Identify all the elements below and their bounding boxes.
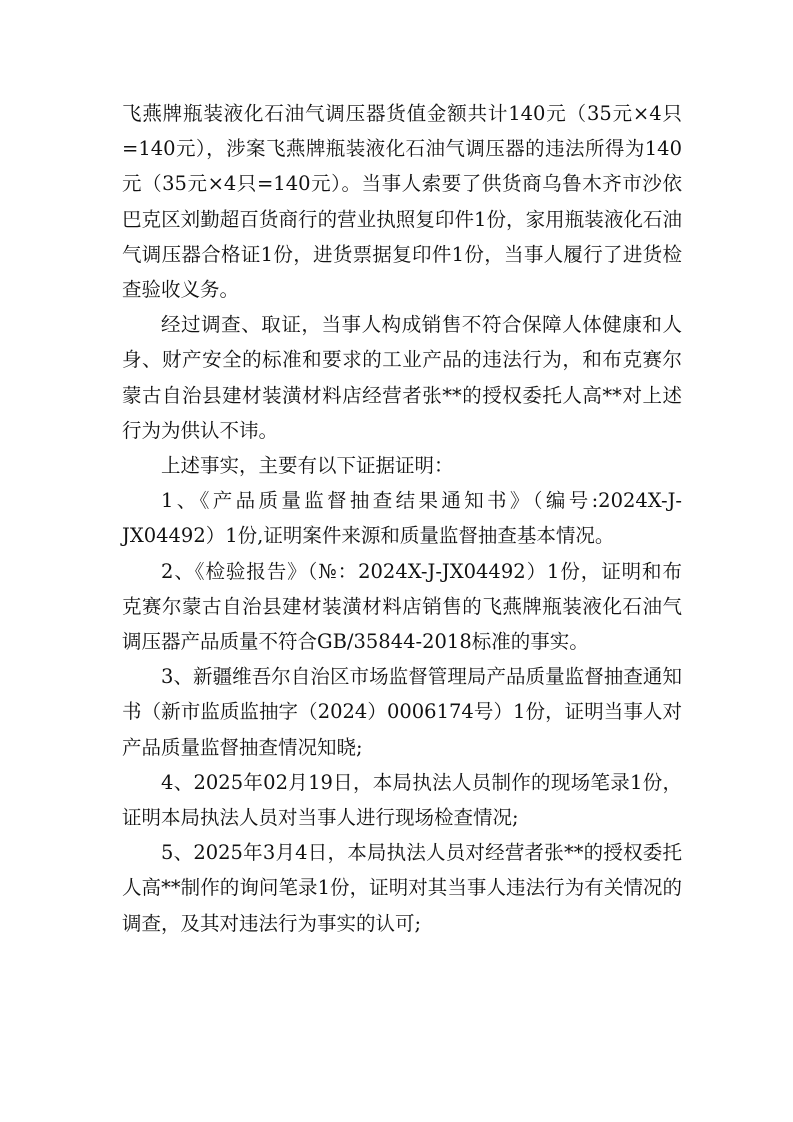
paragraph-evidence-3: 3、新疆维吾尔自治区市场监督管理局产品质量监督抽查通知书（新市监质监抽字（2024）0006174号）1份，证明当事人对产品质量监督抽查情况知晓; — [122, 665, 682, 759]
paragraph-goods-value: 飞燕牌瓶装液化石油气调压器货值金额共计140元（35元×4只=140元），涉案飞燕牌瓶装液化石油气调压器的违法所得为140元（35元×4只=140元）。当事人索要了供货商乌鲁木齐市沙依巴克区刘勤超百货商行的营业执照复印件1份，家用瓶装液化石油气调压器合格证1份，进货票据复印件1份，当事人履行了进货检查验收义务。 — [122, 102, 682, 302]
paragraph-evidence-5: 5、2025年3月4日，本局执法人员对经营者张**的授权委托人高**制作的询问笔录1份，证明对其当事人违法行为有关情况的调查，及其对违法行为事实的认可; — [122, 841, 682, 935]
paragraph-investigation-conclusion: 经过调查、取证，当事人构成销售不符合保障人体健康和人身、财产安全的标准和要求的工业产品的违法行为，和布克赛尔蒙古自治县建材装潢材料店经营者张**的授权委托人高**对上述行为为供认不讳。 — [122, 313, 682, 442]
paragraph-evidence-2: 2、《检验报告》（№：2024X-J-JX04492）1份，证明和布克赛尔蒙古自治县建材装潢材料店销售的飞燕牌瓶装液化石油气调压器产品质量不符合GB/35844-2018标准的事实。 — [122, 559, 682, 654]
document-body — [122, 96, 682, 941]
paragraph-evidence-4: 4、2025年02月19日，本局执法人员制作的现场笔录1份，证明本局执法人员对当事人进行现场检查情况; — [122, 770, 682, 830]
paragraph-evidence-1: 1、《产品质量监督抽查结果通知书》（编号:2024X-J-JX04492）1份,证明案件来源和质量监督抽查基本情况。 — [122, 489, 682, 548]
paragraph-evidence-intro: 上述事实，主要有以下证据证明： — [161, 454, 454, 478]
